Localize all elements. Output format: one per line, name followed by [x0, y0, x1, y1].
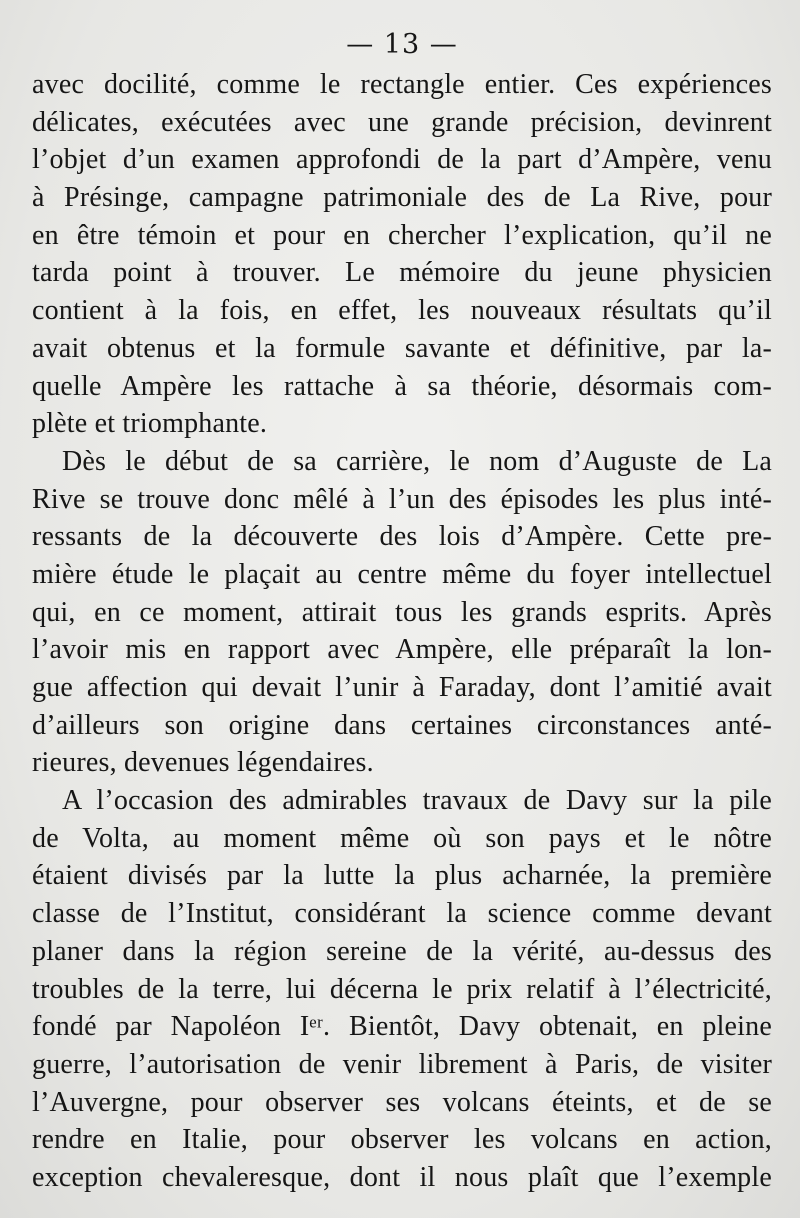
text-line: gue affection qui devait l’unir à Faraday, dont l’amitié avait	[32, 672, 772, 703]
paragraph-2	[32, 443, 772, 782]
text-line: tarda point à trouver. Le mémoire du jeune physicien	[32, 257, 772, 289]
paragraph-3	[32, 782, 772, 1197]
text-line: plète et triomphante.	[32, 408, 268, 440]
text-line: étaient divisés par la lutte la plus acharnée, la première	[32, 860, 772, 892]
text-line: exception chevaleresque, dont il nous plaît que l’exemple	[32, 1161, 772, 1193]
text-line: A l’occasion des admirables travaux de Davy sur la pile	[62, 785, 772, 817]
text-line: classe de l’Institut, considérant la science comme devant	[32, 898, 772, 930]
body-text	[32, 66, 772, 1197]
text-line: ressants de la découverte des lois d’Ampère. Cette pre-	[32, 521, 772, 553]
text-line: quelle Ampère les rattache à sa théorie, désormais com-	[32, 370, 772, 402]
text-line: troubles de la terre, lui décerna le prix relatif à l’électricité,	[32, 973, 772, 1005]
text-line: avec docilité, comme le rectangle entier. Ces expériences	[32, 69, 772, 100]
text-line: l’objet d’un examen approfondi de la part d’Ampère, venu	[32, 144, 772, 176]
text-line: de Volta, au moment même où son pays et le nôtre	[32, 822, 772, 854]
text-line: avait obtenus et la formule savante et définitive, par la-	[32, 332, 772, 364]
text-line: à Présinge, campagne patrimoniale des de La Rive, pour	[32, 182, 772, 214]
text-line: Rive se trouve donc mêlé à l’un des épisodes les plus inté-	[32, 483, 772, 515]
text-line: guerre, l’autorisation de venir librement à Paris, de visiter	[32, 1048, 772, 1080]
text-line: l’Auvergne, pour observer ses volcans éteints, et de se	[32, 1086, 772, 1118]
text-line: l’avoir mis en rapport avec Ampère, elle préparaît la lon-	[32, 634, 772, 666]
text-line: rieures, devenues légendaires.	[32, 747, 374, 779]
text-line: fondé par Napoléon Iᵉʳ. Bientôt, Davy obtenait, en pleine	[32, 1011, 772, 1043]
text-line: Dès le début de sa carrière, le nom d’Auguste de La	[62, 445, 772, 477]
text-line: contient à la fois, en effet, les nouveaux résultats qu’il	[32, 295, 772, 327]
text-line: planer dans la région sereine de la vérité, au-dessus des	[32, 935, 772, 967]
page-number: — 13 —	[346, 29, 458, 60]
text-line: qui, en ce moment, attirait tous les grands esprits. Après	[32, 596, 772, 628]
paragraph-1	[32, 66, 772, 443]
text-line: en être témoin et pour en chercher l’explication, qu’il ne	[32, 219, 772, 251]
text-line: délicates, exécutées avec une grande précision, devinrent	[32, 106, 772, 138]
text-line: rendre en Italie, pour observer les volcans en action,	[32, 1124, 772, 1156]
text-line: mière étude le plaçait au centre même du foyer intellectuel	[32, 558, 772, 590]
text-line: d’ailleurs son origine dans certaines circonstances anté-	[32, 709, 772, 741]
